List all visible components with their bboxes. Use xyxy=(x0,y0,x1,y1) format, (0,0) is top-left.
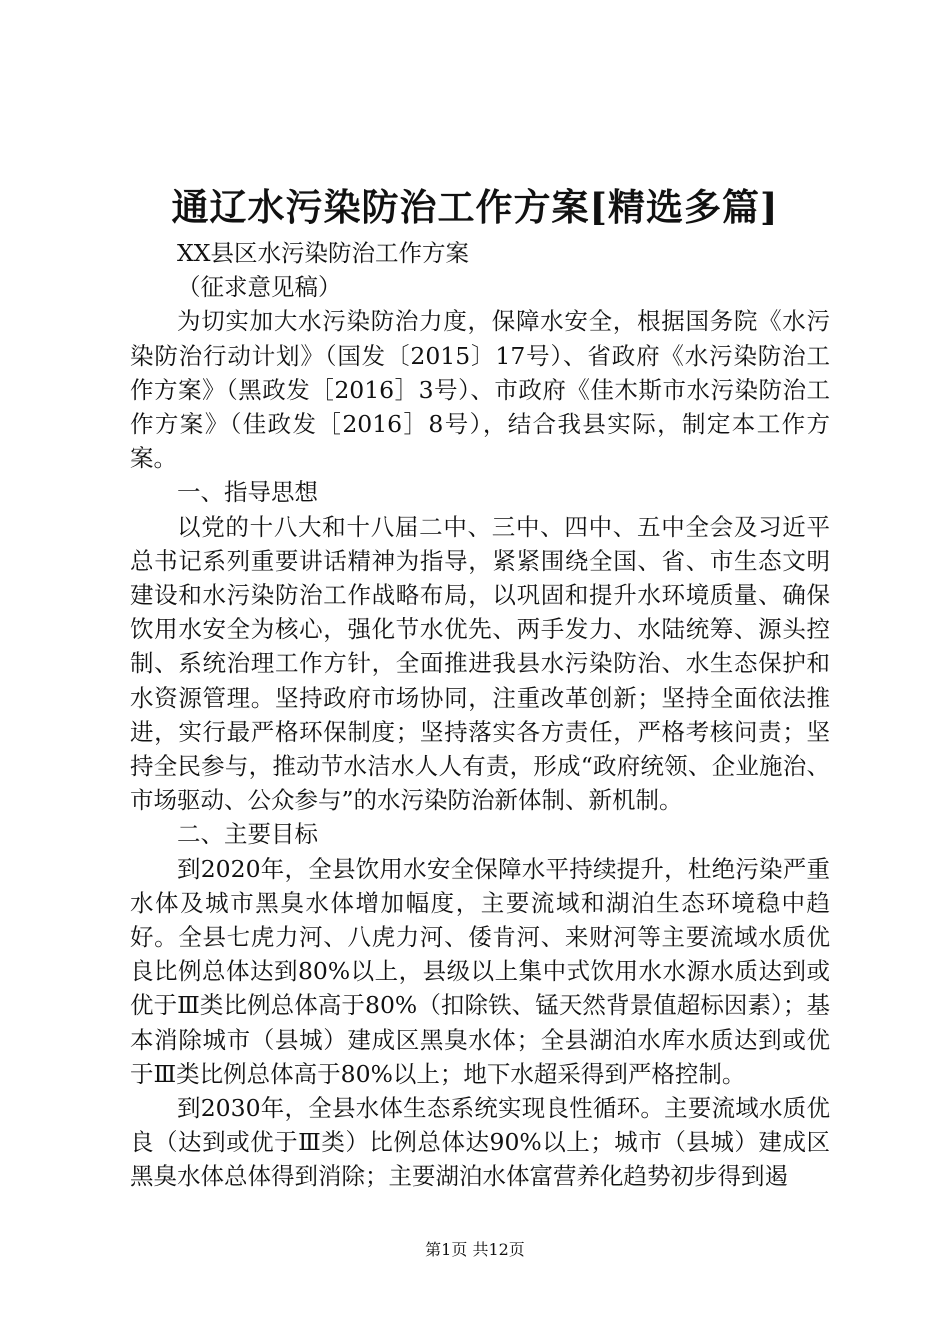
heading-main-goals: 二、主要目标 xyxy=(177,820,318,849)
page-number-footer: 第1页 共12页 xyxy=(425,1240,525,1259)
document-title: 通辽水污染防治工作方案[精选多篇] xyxy=(171,185,779,229)
heading-guiding-ideology: 一、指导思想 xyxy=(177,478,318,507)
paragraph-intro: 为切实加大水污染防治力度，保障水安全，根据国务院《水污染防治行动计划》（国发〔2015〕17号）、省政府《水污染防治工作方案》（黑政发［2016］3号）、市政府《佳木斯市水污染防治工作方案》（佳政发［2016］8号），结合我县实际，制定本工作方案。 xyxy=(130,307,830,473)
paragraph-draft-note: （征求意见稿） xyxy=(177,273,342,302)
document-body xyxy=(130,236,830,1194)
paragraph-goals-2030: 到2030年，全县水体生态系统实现良性循环。主要流域水质优良（达到或优于Ⅲ类）比例总体达90%以上；城市（县城）建成区黑臭水体总体得到消除；主要湖泊水体富营养化趋势初步得到遏 xyxy=(130,1094,830,1191)
paragraph-goals-2020: 到2020年，全县饮用水安全保障水平持续提升，杜绝污染严重水体及城市黑臭水体增加幅度，主要流域和湖泊生态环境稳中趋好。全县七虎力河、八虎力河、倭肯河、来财河等主要流域水质优良比例总体达到80%以上，县级以上集中式饮用水水源水质达到或优于Ⅲ类比例总体高于80%（扣除铁、锰天然背景值超标因素）；基本消除城市（县城）建成区黑臭水体；全县湖泊水库水质达到或优于Ⅲ类比例总体高于80%以上；地下水超采得到严格控制。 xyxy=(130,854,830,1088)
paragraph-subtitle: XX县区水污染防治工作方案 xyxy=(177,239,469,267)
paragraph-guiding-ideology: 以党的十八大和十八届二中、三中、四中、五中全会及习近平总书记系列重要讲话精神为指导，紧紧围绕全国、省、市生态文明建设和水污染防治工作战略布局，以巩固和提升水环境质量、确保饮用水安全为核心，强化节水优先、两手发力、水陆统筹、源头控制、系统治理工作方针，全面推进我县水污染防治、水生态保护和水资源管理。坚持政府市场协同，注重改革创新；坚持全面依法推进，实行最严格环保制度；坚持落实各方责任，严格考核问责；坚持全民参与，推动节水洁水人人有责，形成“政府统领、企业施治、市场驱动、公众参与”的水污染防治新体制、新机制。 xyxy=(130,512,830,815)
